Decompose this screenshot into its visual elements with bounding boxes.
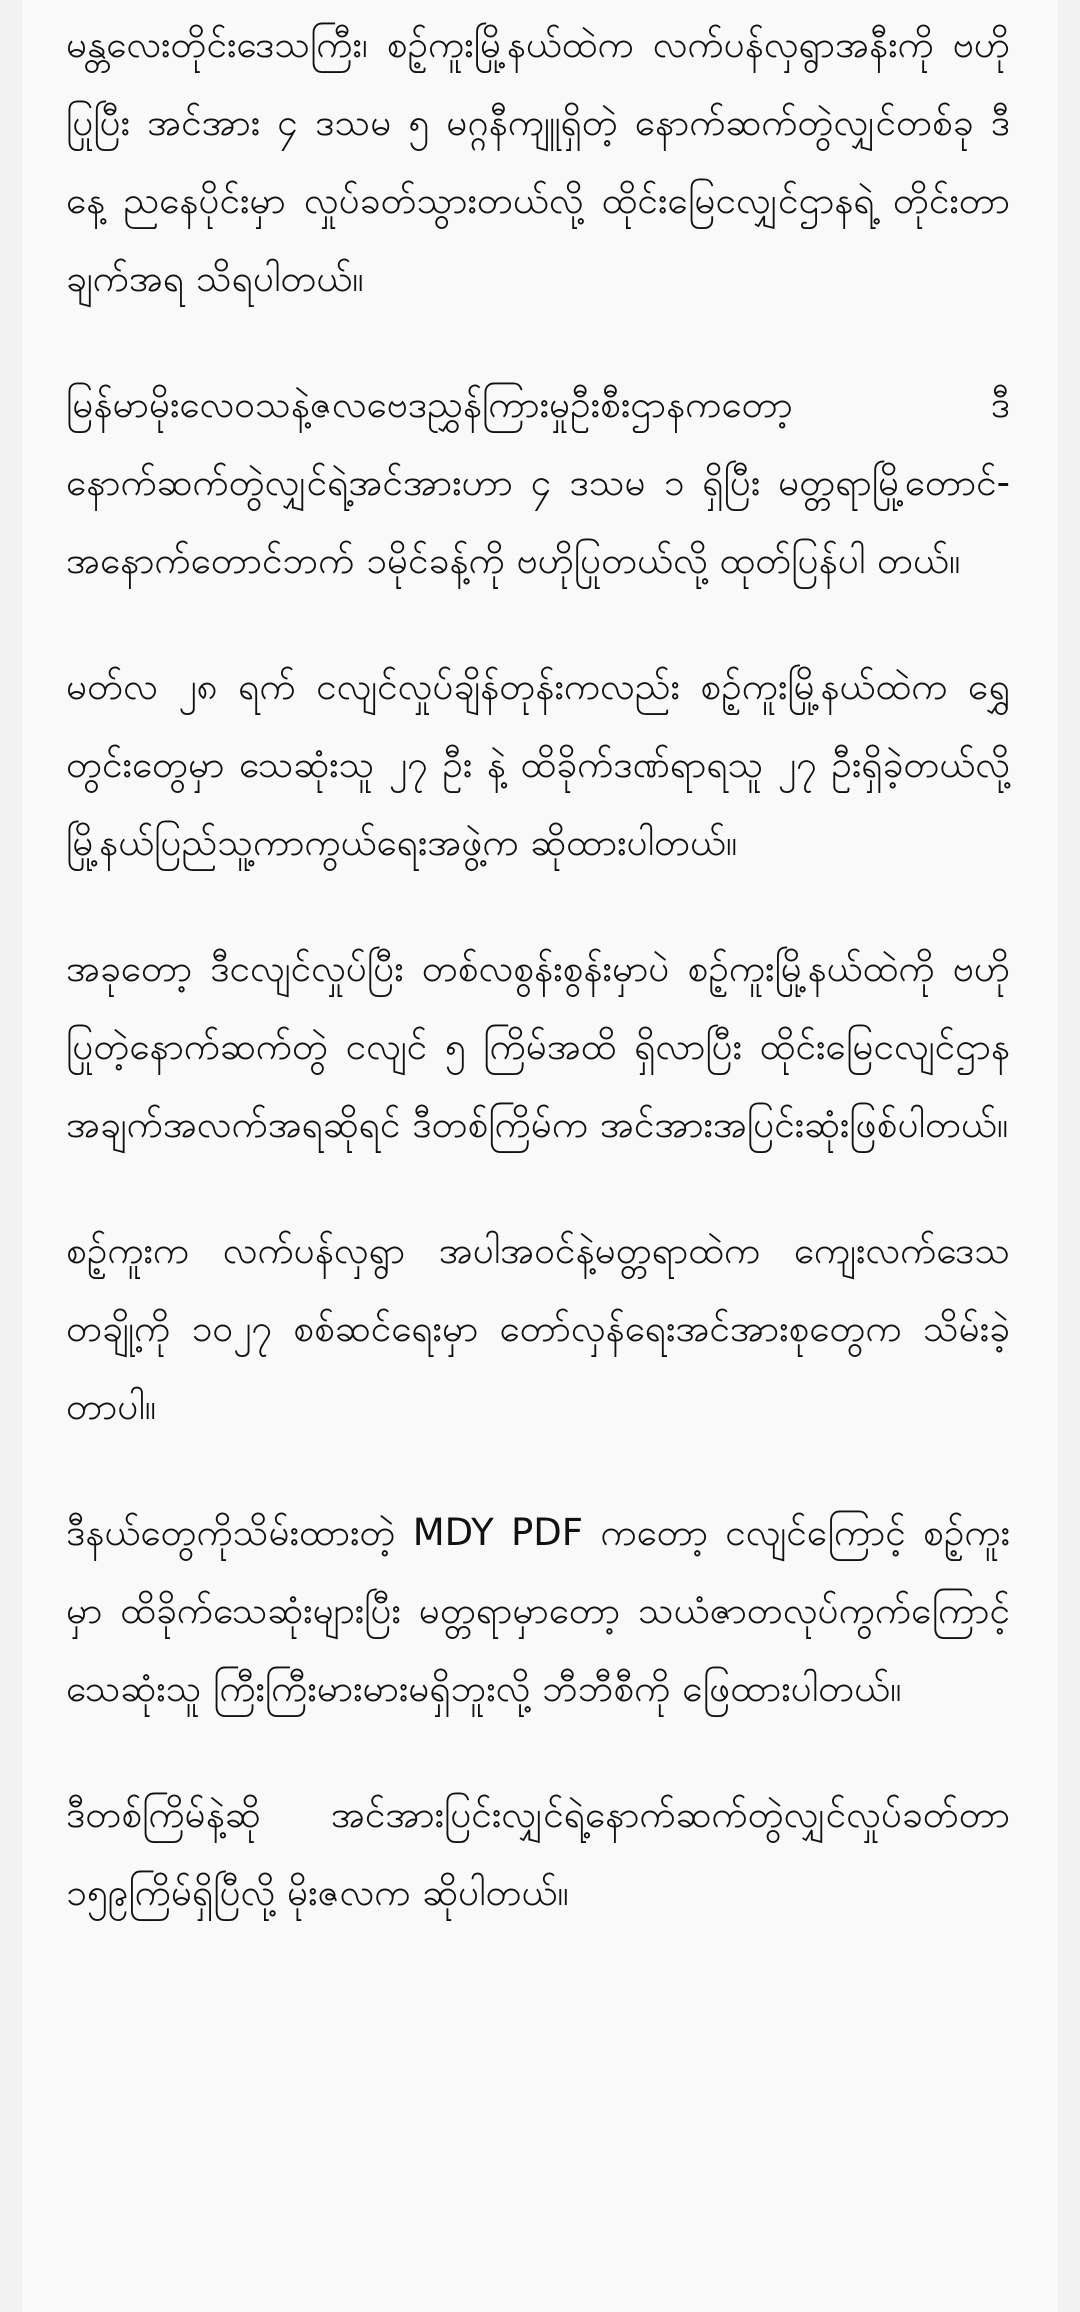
article-paragraph: ဒီတစ်ကြိမ်နဲ့ဆို အင်အားပြင်းလျှင်ရဲ့နောက်ဆက်တွဲလျှင်လှုပ်ခတ်တာ ၁၅၉ကြိမ်ရှိပြီလို့ မိုးဇလက ဆိုပါတယ်။ (66, 1793, 1010, 1914)
article-paragraph: ဒီနယ်တွေကိုသိမ်းထားတဲ့ MDY PDF ကတော့ ငလျင်ကြောင့် စဉ့်ကူးမှာ ထိခိုက်သေဆုံးများပြီး မတ္တရာမှာတော့ သယံဇာတလုပ်ကွက်ကြောင့် သေဆုံးသူ ကြီးကြီးမားမားမရှိဘူးလို့ ဘီဘီစီကို ဖြေထားပါတယ်။ (66, 1511, 1010, 1710)
article-paragraph: မြန်မာမိုးလေဝသနဲ့ဇလဗေဒညွှန်ကြားမှုဦးစီးဌာနကတော့ ဒီနောက်ဆက်တွဲလျှင်ရဲ့အင်အားဟာ ၄ ဒသမ ၁ ရှိပြီး မတ္တရာမြို့တောင်-အနောက်တောင်ဘက် ၁မိုင်ခန့်ကို ဗဟိုပြုတယ်လို့ ထုတ်ပြန်ပါ တယ်။ (66, 383, 1010, 582)
article-content (22, 0, 1058, 2312)
article-paragraph: စဉ့်ကူးက လက်ပန်လှရွာ အပါအဝင်နဲ့မတ္တရာထဲက ကျေးလက်ဒေသတချို့ကို ၁၀၂၇ စစ်ဆင်ရေးမှာ တော်လှန်ရေးအင်အားစုတွေက သိမ်းခဲ့တာပါ။ (66, 1229, 1010, 1428)
article-paragraph: မန္တလေးတိုင်းဒေသကြီး၊ စဉ့်ကူးမြို့နယ်ထဲက လက်ပန်လှရွာအနီးကို ဗဟိုပြုပြီး အင်အား ၄ ဒသမ ၅ မဂ္ဂနီကျူရှိတဲ့ နောက်ဆက်တွဲလျှင်တစ်ခု ဒီနေ့ ညနေပိုင်းမှာ လှုပ်ခတ်သွားတယ်လို့ ထိုင်းမြေငလျှင်ဌာနရဲ့ တိုင်းတာချက်အရ သိရပါတယ်။ (66, 23, 1010, 300)
article-paragraph: မတ်လ ၂၈ ရက် ငလျင်လှုပ်ချိန်တုန်းကလည်း စဉ့်ကူးမြို့နယ်ထဲက ရွှေတွင်းတွေမှာ သေဆုံးသူ ၂၇ ဦး နဲ့ ထိခိုက်ဒဏ်ရာရသူ ၂၇ ဦးရှိခဲ့တယ်လို့ မြို့နယ်ပြည်သူ့ကာကွယ်ရေးအဖွဲ့က ဆိုထားပါတယ်။ (66, 665, 1010, 864)
article-paragraph: အခုတော့ ဒီငလျင်လှုပ်ပြီး တစ်လစွန်းစွန်းမှာပဲ စဉ့်ကူးမြို့နယ်ထဲကို ဗဟိုပြုတဲ့နောက်ဆက်တွဲ ငလျင် ၅ ကြိမ်အထိ ရှိလာပြီး ထိုင်းမြေငလျင်ဌာန အချက်အလက်အရဆိုရင် ဒီတစ်ကြိမ်က အင်အားအပြင်းဆုံးဖြစ်ပါတယ်။ (66, 947, 1010, 1146)
